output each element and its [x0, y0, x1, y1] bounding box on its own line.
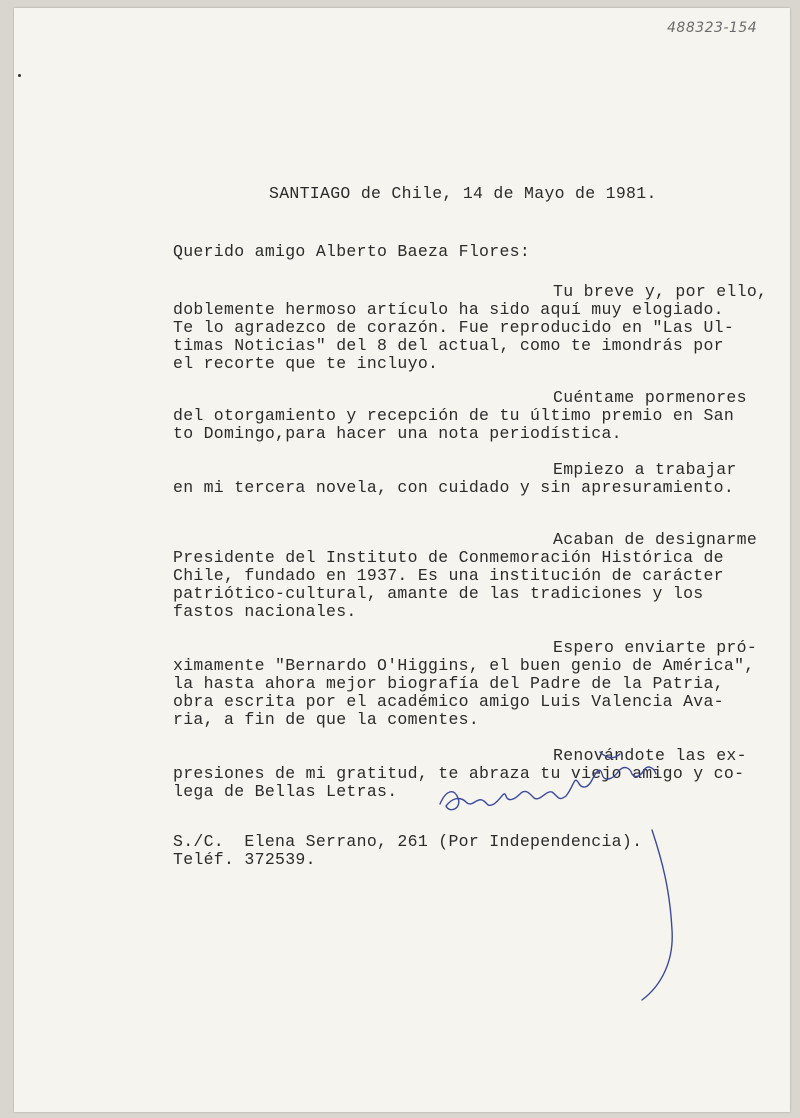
- salutation: Querido amigo Alberto Baeza Flores:: [173, 242, 531, 261]
- paragraph-5-line: ria, a fin de que la comentes.: [173, 710, 480, 729]
- paragraph-4-line: Chile, fundado en 1937. Es una institución de carácter: [173, 566, 724, 585]
- address-line: S./C. Elena Serrano, 261 (Por Independencia).: [173, 832, 643, 851]
- paragraph-3-line: en mi tercera novela, con cuidado y sin apresuramiento.: [173, 478, 735, 497]
- paragraph-2-line: to Domingo,para hacer una nota periodística.: [173, 424, 622, 443]
- paragraph-1-line: Tu breve y, por ello,: [553, 282, 768, 301]
- paragraph-6-line: lega de Bellas Letras.: [173, 782, 398, 801]
- paragraph-5-line: la hasta ahora mejor biografía del Padre de la Patria,: [173, 674, 724, 693]
- paragraph-1-line: timas Noticias" del 8 del actual, como te imondrás por: [173, 336, 724, 355]
- paragraph-2-line: Cuéntame pormenores: [553, 388, 747, 407]
- paragraph-4-line: fastos nacionales.: [173, 602, 357, 621]
- paragraph-1-line: doblemente hermoso artículo ha sido aquí muy elogiado.: [173, 300, 724, 319]
- paragraph-6-line: Renovándote las ex-: [553, 746, 747, 765]
- paragraph-4-line: Presidente del Instituto de Conmemoración Histórica de: [173, 548, 724, 567]
- dateline: SANTIAGO de Chile, 14 de Mayo de 1981.: [269, 184, 657, 203]
- paragraph-4-line: Acaban de designarme: [553, 530, 758, 549]
- letter-page: [14, 8, 790, 1112]
- paragraph-1-line: Te lo agradezco de corazón. Fue reproducido en "Las Ul-: [173, 318, 735, 337]
- paragraph-5-line: obra escrita por el académico amigo Luis Valencia Ava-: [173, 692, 724, 711]
- paragraph-4-line: patriótico-cultural, amante de las tradiciones y los: [173, 584, 704, 603]
- paragraph-3-line: Empiezo a trabajar: [553, 460, 737, 479]
- paragraph-5-line: Espero enviarte pró-: [553, 638, 758, 657]
- archive-reference: 488323-154: [667, 20, 758, 36]
- paragraph-1-line: el recorte que te incluyo.: [173, 354, 439, 373]
- paragraph-5-line: ximamente "Bernardo O'Higgins, el buen genio de América",: [173, 656, 755, 675]
- paragraph-2-line: del otorgamiento y recepción de tu último premio en San: [173, 406, 735, 425]
- punch-mark: [18, 74, 21, 77]
- phone-line: Teléf. 372539.: [173, 850, 316, 869]
- paragraph-6-line: presiones de mi gratitud, te abraza tu viejo amigo y co-: [173, 764, 745, 783]
